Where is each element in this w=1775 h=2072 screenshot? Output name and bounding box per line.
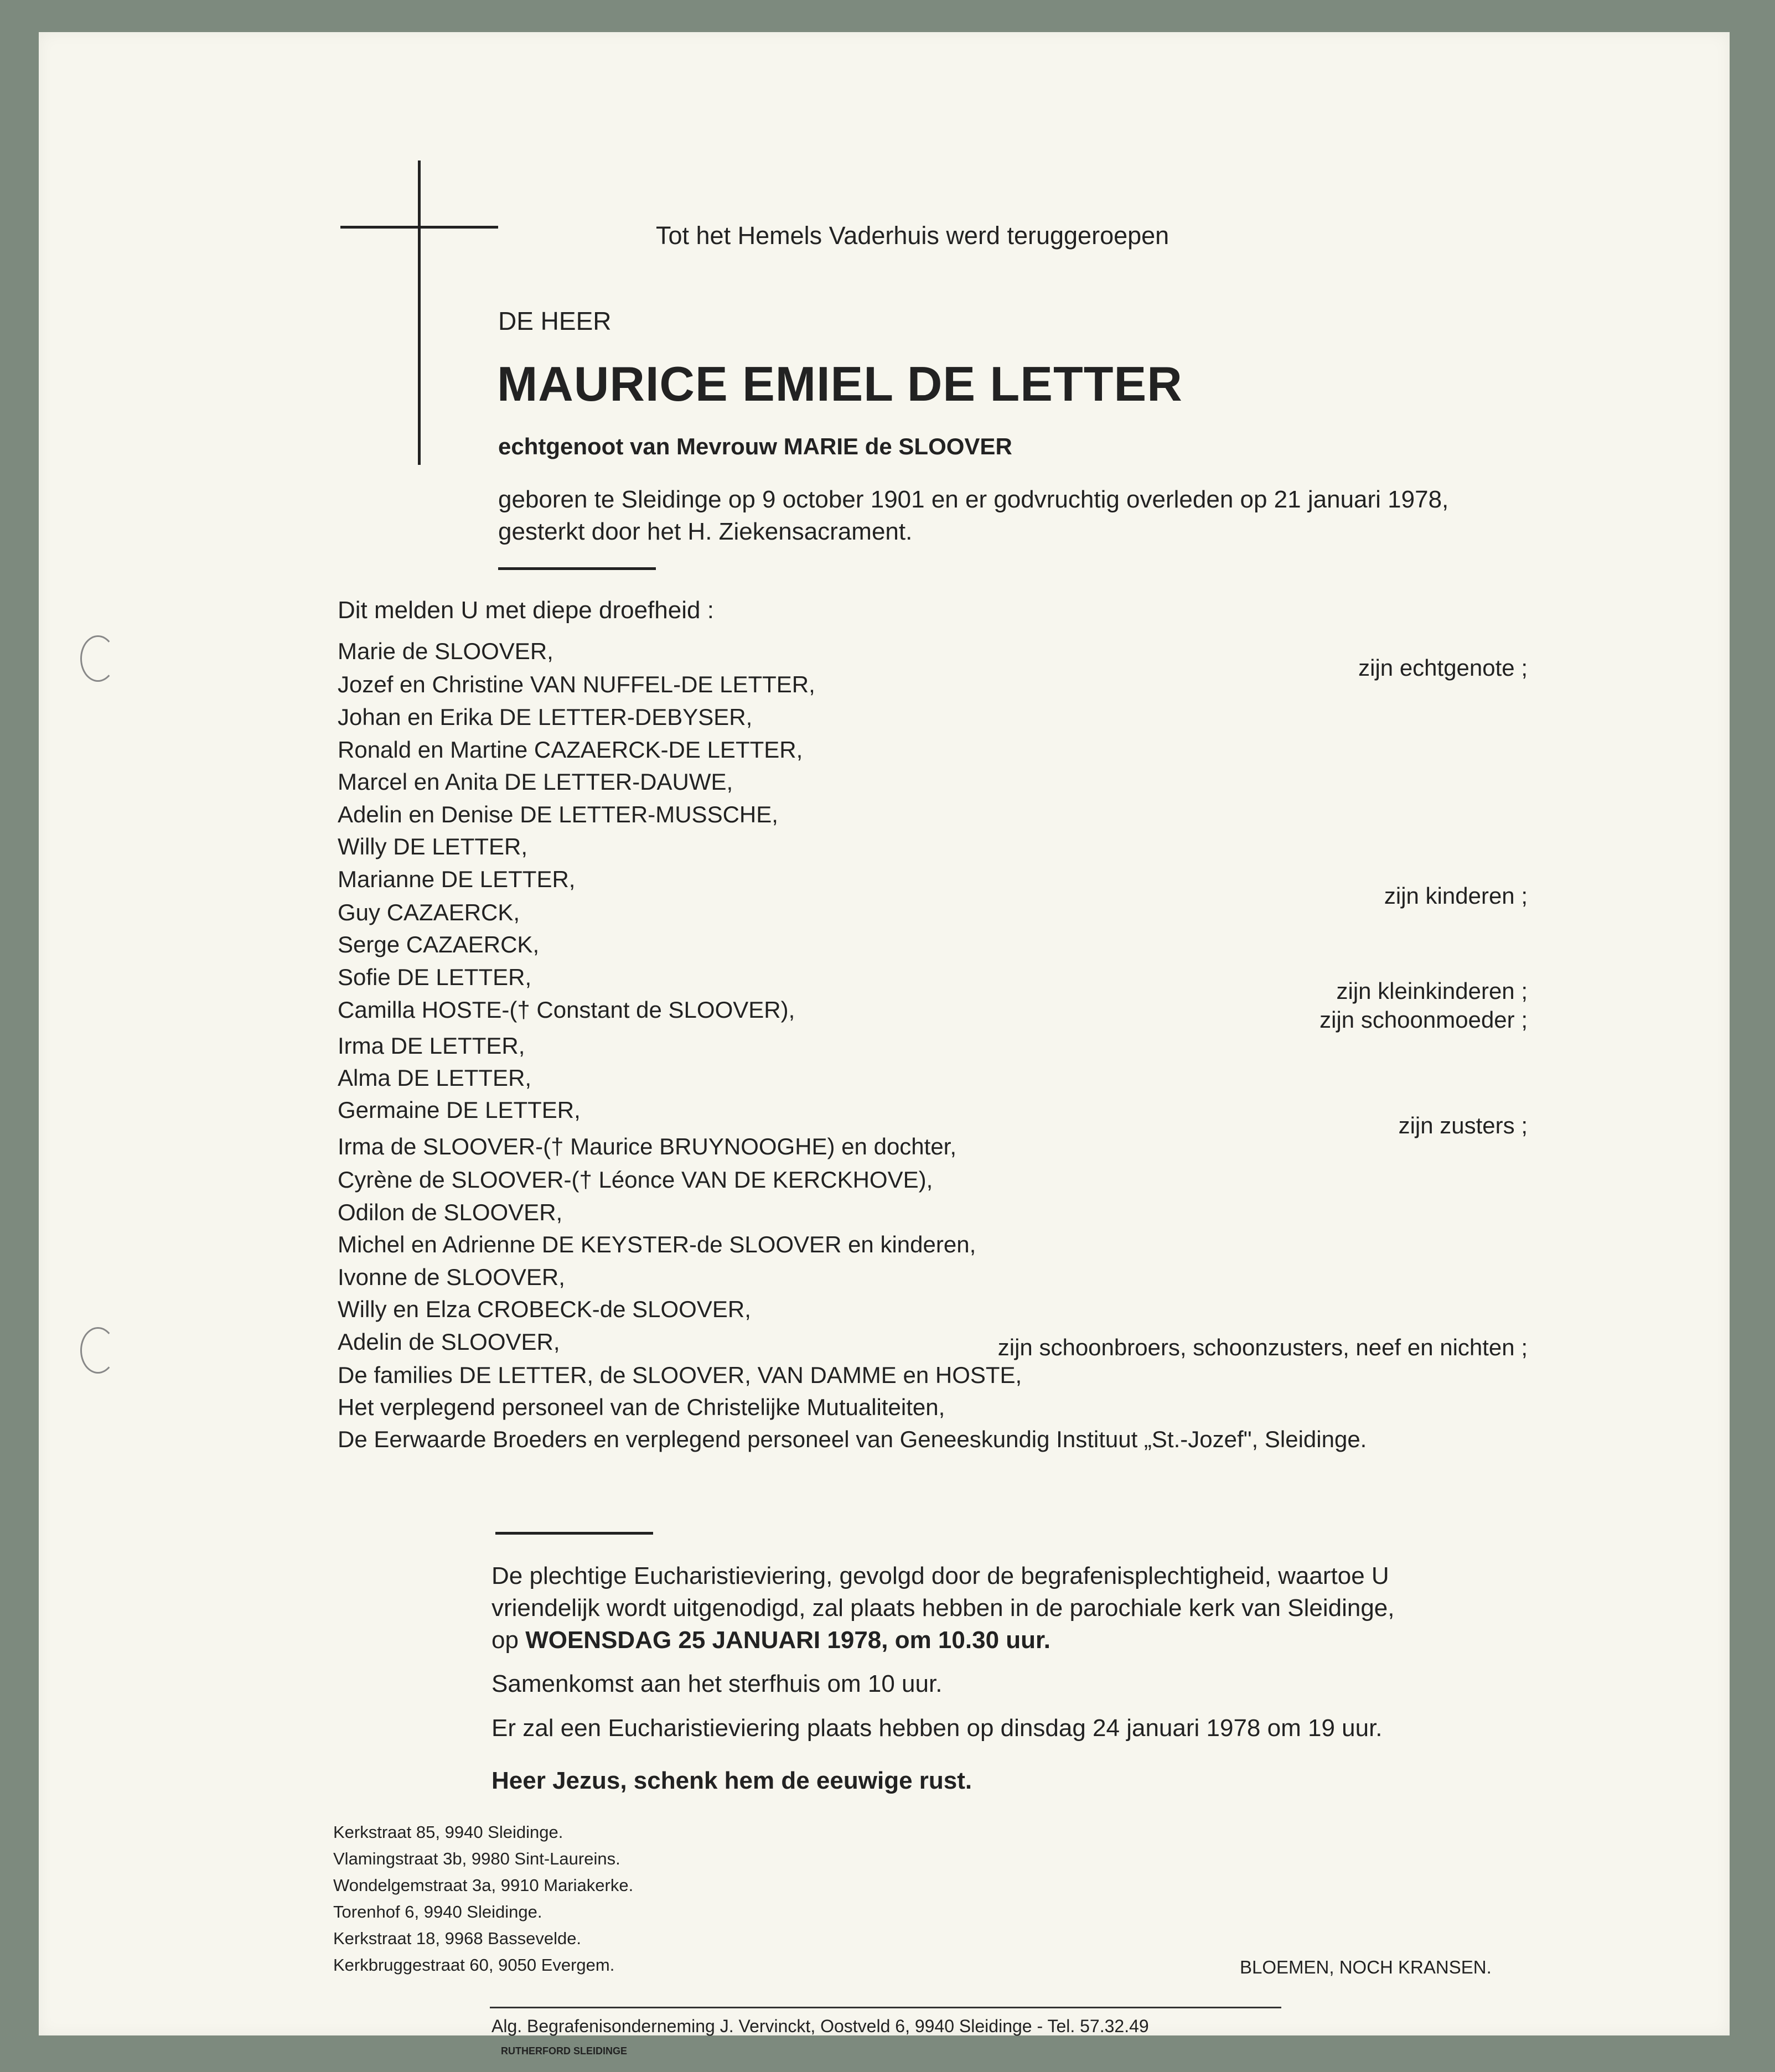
punch-hole-mark — [80, 1327, 116, 1374]
mourner-name: Het verplegend personeel van de Christelijke Mutualiteiten, — [338, 1394, 945, 1420]
undertaker-line: Alg. Begrafenisonderneming J. Vervinckt, Oostveld 6, 9940 Sleidinge - Tel. 57.32.49 — [491, 2016, 1149, 2036]
mourner-name: Marianne DE LETTER, — [338, 866, 576, 892]
divider — [495, 1532, 653, 1535]
mourner-name: Germaine DE LETTER, — [338, 1097, 581, 1123]
mourner-name: Guy CAZAERCK, — [338, 899, 520, 925]
deceased-name: MAURICE EMIEL DE LETTER — [497, 356, 1183, 411]
mourner-name: Sofie DE LETTER, — [338, 964, 532, 990]
mourner-name: Serge CAZAERCK, — [338, 931, 540, 957]
funeral-text-line: De plechtige Eucharistieviering, gevolgd door de begrafenisplechtigheid, waartoe U — [491, 1562, 1389, 1589]
sacrament-line: gesterkt door het H. Ziekensacrament. — [498, 518, 913, 545]
address-line: Torenhof 6, 9940 Sleidinge. — [333, 1902, 542, 1921]
mourner-name: Ivonne de SLOOVER, — [338, 1264, 565, 1290]
cross-icon — [418, 160, 421, 465]
mourner-name: Cyrène de SLOOVER-(† Léonce VAN DE KERCKHOVE), — [338, 1167, 933, 1193]
divider — [498, 567, 656, 570]
mourner-name: Willy DE LETTER, — [338, 833, 528, 859]
mourner-name: Willy en Elza CROBECK-de SLOOVER, — [338, 1296, 751, 1322]
mourner-name: Adelin en Denise DE LETTER-MUSSCHE, — [338, 801, 778, 827]
mourner-name: Ronald en Martine CAZAERCK-DE LETTER, — [338, 737, 803, 763]
mourner-relation: zijn schoonmoeder ; — [1319, 1007, 1528, 1033]
mourner-relation: zijn schoonbroers, schoonzusters, neef en nichten ; — [997, 1334, 1528, 1360]
intro-text: Tot het Hemels Vaderhuis werd teruggeroepen — [656, 221, 1169, 250]
mourner-relation: zijn echtgenote ; — [1358, 655, 1528, 681]
funeral-text-line: vriendelijk wordt uitgenodigd, zal plaats hebben in de parochiale kerk van Sleidinge, — [491, 1594, 1395, 1622]
evening-mass-text: Er zal een Eucharistieviering plaats hebben op dinsdag 24 januari 1978 om 19 uur. — [491, 1714, 1383, 1742]
cross-icon-bar — [340, 226, 498, 229]
funeral-date-prefix: op — [491, 1626, 519, 1654]
flowers-note: BLOEMEN, NOCH KRANSEN. — [1240, 1957, 1492, 1977]
prayer-text: Heer Jezus, schenk hem de eeuwige rust. — [491, 1767, 972, 1794]
mourner-relation: zijn zusters ; — [1398, 1112, 1528, 1138]
mourner-relation: zijn kinderen ; — [1384, 883, 1528, 909]
address-line: Vlamingstraat 3b, 9980 Sint-Laureins. — [333, 1849, 620, 1868]
address-line: Kerkbruggestraat 60, 9050 Evergem. — [333, 1955, 615, 1975]
printer-mark: RUTHERFORD SLEIDINGE — [501, 2045, 628, 2057]
mourner-name: Marcel en Anita DE LETTER-DAUWE, — [338, 769, 733, 795]
mourner-name: Jozef en Christine VAN NUFFEL-DE LETTER, — [338, 671, 815, 697]
memorial-card — [39, 32, 1730, 2057]
mourner-name: De families DE LETTER, de SLOOVER, VAN DAMME en HOSTE, — [338, 1362, 1022, 1388]
mourner-name: Marie de SLOOVER, — [338, 638, 553, 664]
mourner-name: Johan en Erika DE LETTER-DEBYSER, — [338, 704, 753, 730]
mourner-name: Irma DE LETTER, — [338, 1033, 525, 1059]
address-line: Kerkstraat 18, 9968 Bassevelde. — [333, 1929, 582, 1948]
funeral-date-line — [491, 1626, 1050, 1654]
footer-divider — [490, 2007, 1281, 2008]
spouse-line: echtgenoot van Mevrouw MARIE de SLOOVER — [498, 433, 1012, 459]
funeral-date: WOENSDAG 25 JANUARI 1978, om 10.30 uur. — [525, 1626, 1050, 1654]
mourner-relation: zijn kleinkinderen ; — [1336, 978, 1528, 1004]
mourner-name: De Eerwaarde Broeders en verplegend personeel van Geneeskundig Instituut „St.-Jozef", Sleidinge. — [338, 1426, 1367, 1452]
mourner-name: Irma de SLOOVER-(† Maurice BRUYNOOGHE) en dochter, — [338, 1133, 957, 1159]
address-line: Kerkstraat 85, 9940 Sleidinge. — [333, 1822, 563, 1842]
address-line: Wondelgemstraat 3a, 9910 Mariakerke. — [333, 1876, 634, 1895]
punch-hole-mark — [80, 635, 116, 682]
mourner-name: Michel en Adrienne DE KEYSTER-de SLOOVER en kinderen, — [338, 1231, 976, 1257]
birth-death-line: geboren te Sleidinge op 9 october 1901 en er godvruchtig overleden op 21 januari 1978, — [498, 486, 1449, 513]
announce-text: Dit melden U met diepe droefheid : — [338, 597, 714, 624]
title-prefix: DE HEER — [498, 307, 612, 335]
mourner-name: Adelin de SLOOVER, — [338, 1329, 560, 1355]
mourner-name: Camilla HOSTE-(† Constant de SLOOVER), — [338, 997, 795, 1023]
gathering-text: Samenkomst aan het sterfhuis om 10 uur. — [491, 1670, 943, 1697]
mourner-name: Alma DE LETTER, — [338, 1065, 532, 1091]
mourner-name: Odilon de SLOOVER, — [338, 1199, 563, 1225]
